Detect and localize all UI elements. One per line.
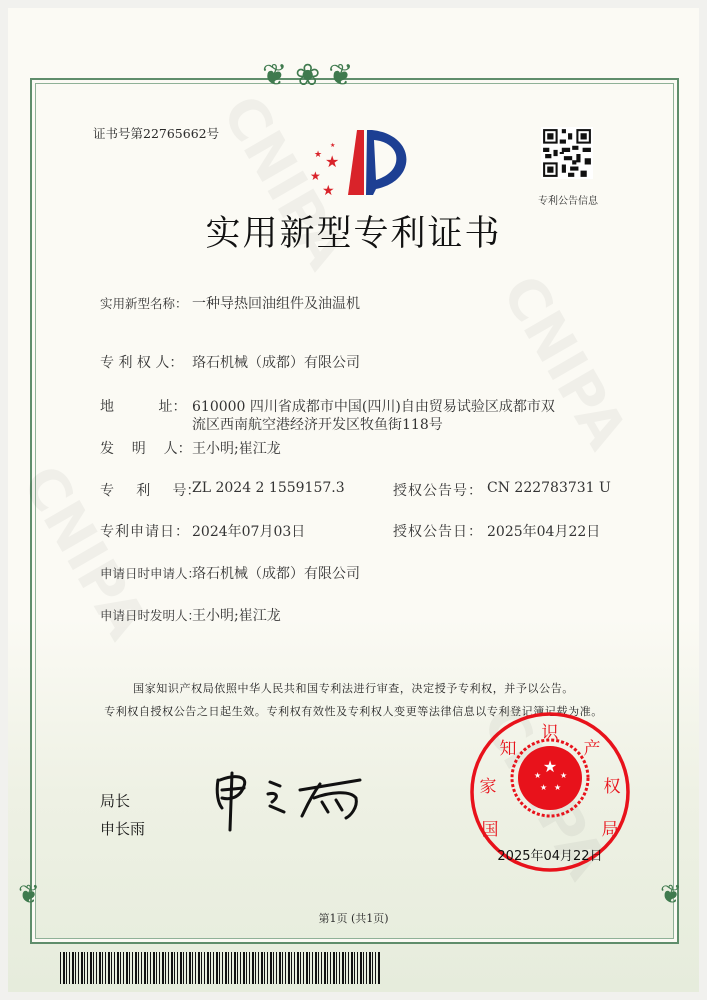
- svg-text:★: ★: [542, 757, 558, 776]
- filing-date-value: 2024年07月03日: [192, 524, 306, 540]
- statement-line2: 专利权自授权公告之日起生效。专利权有效性及专利权人变更等法律信息以专利登记簿记载为准。: [104, 705, 603, 718]
- patentee-label: 专 利 权 人：: [100, 355, 184, 371]
- name-label: 实用新型名称：: [100, 296, 188, 311]
- page-title: 实用新型专利证书: [205, 214, 502, 254]
- address-line1: 610000 四川省成都市中国(四川)自由贸易试验区成都市双: [192, 399, 555, 415]
- grant-pub-no-value: CN 222783731 U: [487, 480, 611, 496]
- svg-text:★: ★: [322, 183, 335, 197]
- seal-date: 2025年04月22日: [497, 849, 603, 864]
- inventor-at-filing-value: 王小明;崔江龙: [192, 608, 281, 624]
- filing-date-label: 专利申请日：: [100, 524, 190, 540]
- applicant-at-filing-value: 珞石机械（成都）有限公司: [192, 566, 360, 582]
- svg-text:★: ★: [554, 783, 562, 792]
- address-line2: 流区西南航空港经济开发区牧鱼街118号: [192, 417, 443, 433]
- name-value: 一种导热回油组件及油温机: [192, 296, 360, 312]
- director-name: 申长雨: [100, 820, 146, 838]
- inventor-at-filing-label: 申请日时发明人：: [100, 608, 201, 623]
- official-seal: [468, 710, 632, 874]
- director-title: 局长: [100, 792, 131, 810]
- svg-text:知: 知: [499, 739, 517, 759]
- inventor-label: 发 明 人：: [100, 441, 192, 457]
- qr-code[interactable]: [541, 127, 593, 179]
- statement-line1: 国家知识产权局依照中华人民共和国专利法进行审查，决定授予专利权，并予以公告。: [133, 682, 574, 695]
- svg-text:权: 权: [603, 777, 621, 797]
- patentee-value: 珞石机械（成都）有限公司: [192, 355, 360, 371]
- barcode: [60, 952, 380, 984]
- page-number: 第1页 (共1页): [318, 912, 389, 925]
- applicant-at-filing-label: 申请日时申请人：: [100, 566, 201, 581]
- svg-text:局: 局: [601, 820, 619, 840]
- cnipa-logo: [300, 125, 415, 197]
- svg-text:★: ★: [540, 783, 548, 792]
- svg-text:★: ★: [534, 771, 542, 780]
- svg-text:产: 产: [583, 739, 601, 759]
- top-ornament-icon: ❦❀❦: [262, 58, 362, 93]
- grant-pub-no-label: 授权公告号：: [393, 483, 483, 499]
- svg-text:★: ★: [325, 152, 340, 171]
- address-label: 地 址：: [100, 399, 187, 415]
- svg-text:识: 识: [541, 723, 559, 743]
- grant-pub-date-value: 2025年04月22日: [487, 524, 601, 540]
- svg-text:★: ★: [314, 150, 323, 160]
- svg-text:★: ★: [330, 142, 336, 149]
- svg-text:国: 国: [481, 820, 499, 840]
- svg-text:★: ★: [310, 169, 321, 183]
- certificate-number: 证书号第22765662号: [93, 126, 220, 141]
- qr-caption: 专利公告信息: [538, 196, 598, 207]
- inventor-value: 王小明;崔江龙: [192, 441, 281, 457]
- corner-ornament-icon: ❦: [18, 880, 40, 910]
- patent-no-value: ZL 2024 2 1559157.3: [192, 480, 345, 496]
- svg-text:★: ★: [560, 771, 568, 780]
- patent-no-label: 专 利 号：: [100, 483, 201, 499]
- corner-ornament-icon: ❦: [660, 880, 682, 910]
- grant-pub-date-label: 授权公告日：: [393, 524, 483, 540]
- svg-text:家: 家: [479, 777, 497, 797]
- director-signature: [210, 768, 370, 833]
